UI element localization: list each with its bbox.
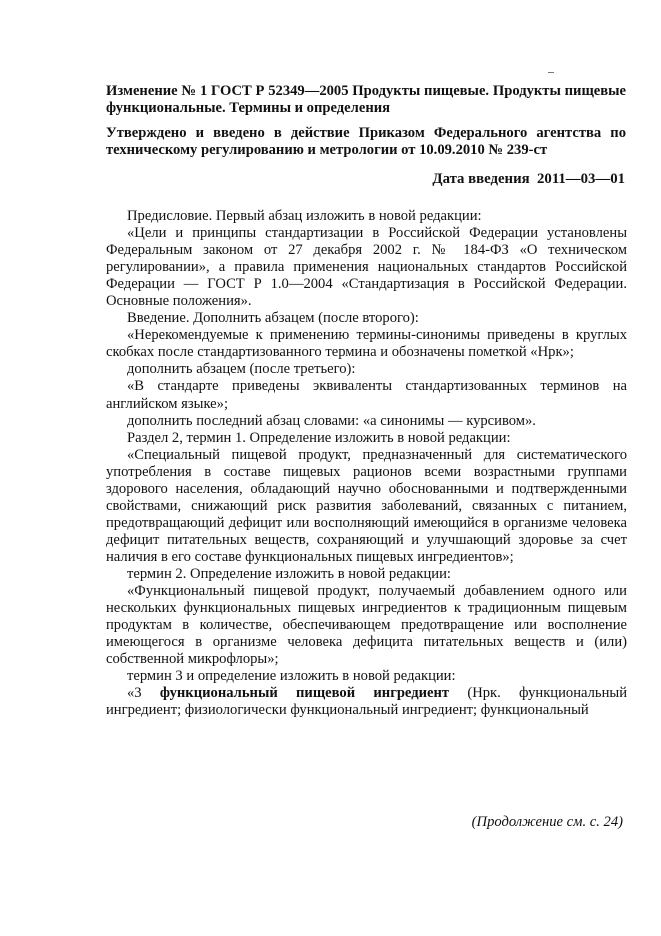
paragraph: «Специальный пищевой продукт, предназначенный для систематического употребления в составе пищевых рационов всеми возрастными группами здорового населения, обладающий научно обоснованными и подтвержденными свойствами, снижающий риск развития заболеваний, связанных с питанием, предотвращающий дефицит или восполняющий имеющийся в организме человека дефицит питательных веществ, сохраняющий и улучшающий здоровье за счет наличия в его составе функциональных пищевых ингредиентов»;: [106, 446, 627, 565]
paragraph: термин 3 и определение изложить в новой редакции:: [127, 668, 456, 685]
date-value: 2011—03—01: [537, 171, 625, 187]
document-body: [106, 208, 627, 719]
term-prefix: «3: [127, 685, 160, 702]
paragraph: Введение. Дополнить абзацем (после второго):: [127, 310, 419, 327]
paragraph: Раздел 2, термин 1. Определение изложить в новой редакции:: [127, 429, 511, 446]
scan-speck: [548, 72, 554, 73]
paragraph-term-3: [106, 685, 627, 719]
paragraph: дополнить абзацем (после третьего):: [127, 361, 356, 378]
paragraph: термин 2. Определение изложить в новой редакции:: [127, 565, 451, 582]
term-rest: (Нрк. функциональный ингредиент; физиологически функциональный ингредиент; функциональный: [106, 685, 628, 719]
paragraph: дополнить последний абзац словами: «а синонимы — курсивом».: [127, 412, 536, 429]
continuation-note: (Продолжение см. с. 24): [471, 814, 623, 830]
change-title: Изменение № 1 ГОСТ Р 52349—2005 Продукты пищевые. Продукты пищевые функциональные. Термины и определения: [106, 83, 626, 116]
paragraph: Предисловие. Первый абзац изложить в новой редакции:: [127, 208, 482, 224]
paragraph: «В стандарте приведены эквиваленты стандартизованных терминов на английском языке»;: [106, 378, 627, 412]
approval-statement: Утверждено и введено в действие Приказом Федерального агентства по техническому регулированию и метрологии от 10.09.2010 № 239-ст: [106, 125, 626, 158]
paragraph: «Нерекомендуемые к применению термины-синонимы приведены в круглых скобках после стандартизованного термина и обозначены пометкой «Нрк»;: [106, 327, 627, 361]
paragraph: «Цели и принципы стандартизации в Российской Федерации установлены Федеральным законом от 27 декабря 2002 г. № 184-ФЗ «О техническом регулировании», а правила применения национальных стандартов Российской Федерации — ГОСТ Р 1.0—2004 «Стандартизация в Российской Федерации. Основные положения».: [106, 225, 627, 310]
term-name: функциональный пищевой ингредиент: [159, 685, 450, 702]
date-label: Дата введения: [432, 171, 530, 187]
paragraph: «Функциональный пищевой продукт, получаемый добавлением одного или нескольких функциональных пищевых ингредиентов к традиционным пищевым продуктам в количестве, обеспечивающем предотвращение или восполнение имеющегося в организме человека дефицита питательных веществ и (или) собственной микрофлоры»;: [106, 583, 627, 668]
effective-date: [432, 171, 625, 188]
